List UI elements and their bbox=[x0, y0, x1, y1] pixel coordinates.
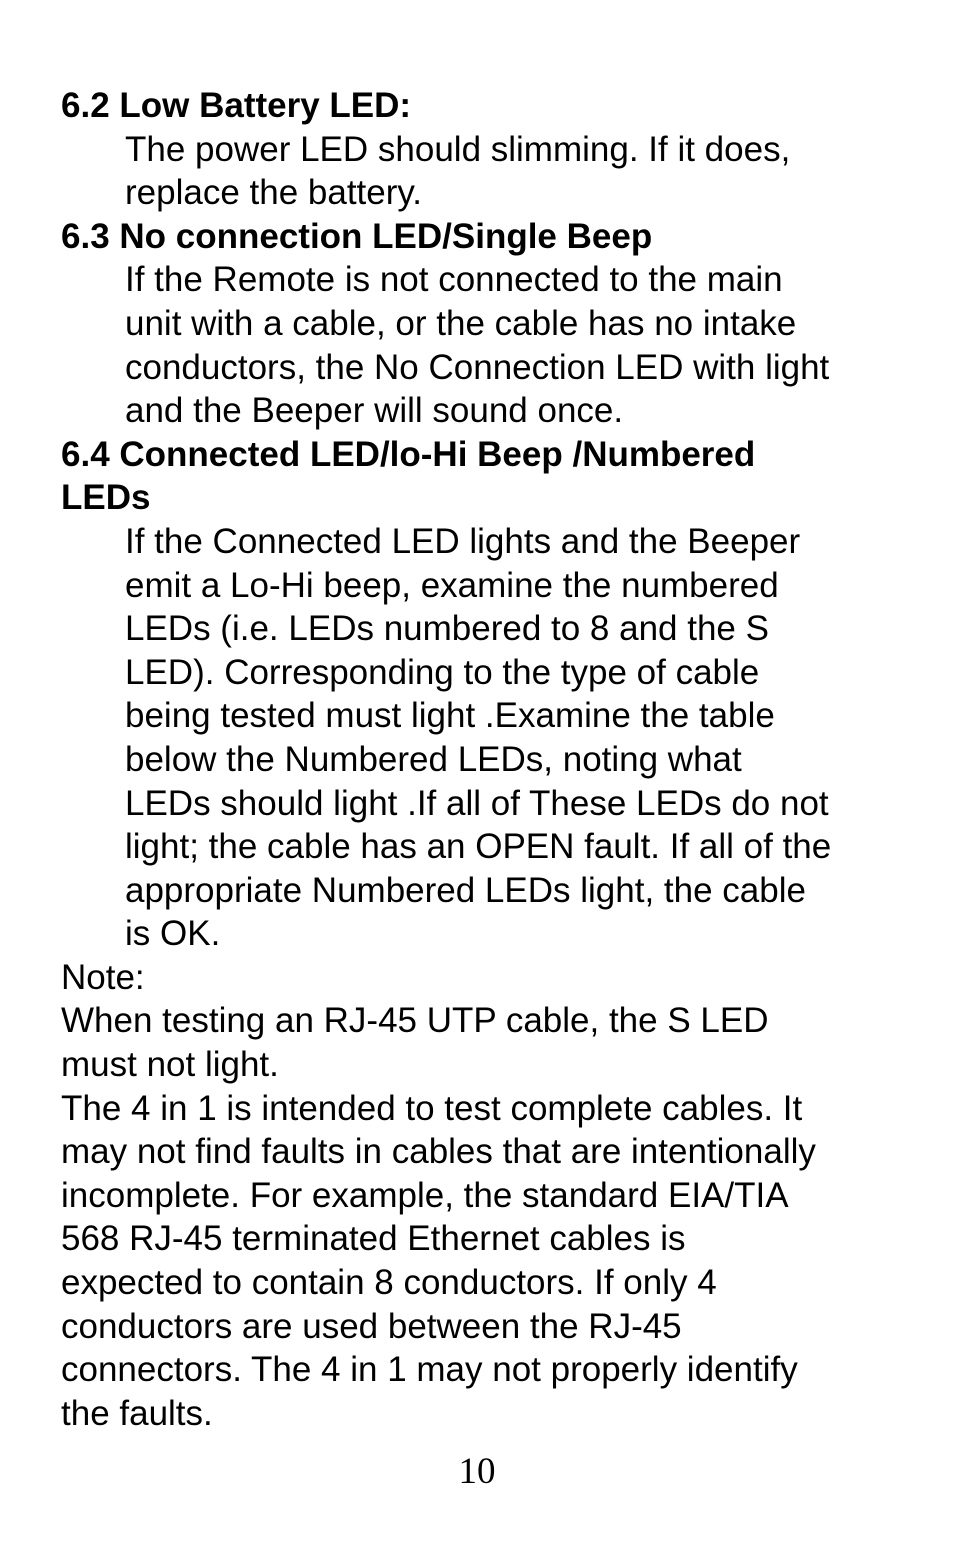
note-line: incomplete. For example, the standard EIA/TIA bbox=[61, 1175, 789, 1215]
section-body bbox=[61, 258, 921, 432]
body-line: below the Numbered LEDs, noting what bbox=[125, 739, 742, 779]
section-6-2 bbox=[61, 84, 921, 215]
body-line: is OK. bbox=[125, 914, 221, 954]
body-line: unit with a cable, or the cable has no intake bbox=[125, 303, 797, 343]
page-number: 10 bbox=[458, 1451, 496, 1492]
note-line: conductors are used between the RJ-45 bbox=[61, 1306, 682, 1346]
note-label bbox=[61, 956, 921, 1000]
note-line: When testing an RJ-45 UTP cable, the S LED bbox=[61, 1001, 769, 1041]
note-line: must not light. bbox=[61, 1045, 279, 1085]
heading-line: 6.4 Connected LED/lo-Hi Beep /Numbered bbox=[61, 434, 756, 474]
heading-line: LEDs bbox=[61, 478, 151, 518]
body-line: light; the cable has an OPEN fault. If all of the bbox=[125, 827, 832, 867]
heading-line: 6.2 Low Battery LED: bbox=[61, 86, 412, 125]
section-body bbox=[61, 520, 921, 956]
section-heading bbox=[61, 84, 921, 128]
body-line: being tested must light .Examine the table bbox=[125, 696, 775, 736]
note-line: 568 RJ-45 terminated Ethernet cables is bbox=[61, 1219, 686, 1259]
body-line: If the Connected LED lights and the Beeper bbox=[125, 521, 801, 561]
note-paragraph-utp bbox=[61, 999, 921, 1086]
note-paragraph-complete-cables bbox=[61, 1087, 921, 1436]
body-line: LEDs (i.e. LEDs numbered to 8 and the S bbox=[125, 609, 769, 649]
body-line: replace the battery. bbox=[125, 173, 423, 213]
manual-page-content bbox=[61, 84, 921, 1435]
body-line: emit a Lo-Hi beep, examine the numbered bbox=[125, 565, 779, 605]
note-line: may not find faults in cables that are intentionally bbox=[61, 1132, 816, 1172]
note-line: the faults. bbox=[61, 1393, 213, 1433]
section-body bbox=[61, 128, 921, 215]
body-line: LEDs should light .If all of These LEDs do not bbox=[125, 783, 829, 823]
section-heading bbox=[61, 215, 921, 259]
section-6-3 bbox=[61, 215, 921, 433]
note-block bbox=[61, 956, 921, 1436]
heading-line: 6.3 No connection LED/Single Beep bbox=[61, 216, 653, 256]
note-label-text: Note: bbox=[61, 957, 145, 997]
note-line: expected to contain 8 conductors. If only 4 bbox=[61, 1263, 717, 1303]
note-line: The 4 in 1 is intended to test complete cables. It bbox=[61, 1088, 803, 1128]
section-6-4 bbox=[61, 433, 921, 956]
note-line: connectors. The 4 in 1 may not properly identify bbox=[61, 1350, 798, 1390]
body-line: If the Remote is not connected to the main bbox=[125, 260, 783, 300]
body-line: The power LED should slimming. If it does, bbox=[125, 129, 791, 169]
section-heading bbox=[61, 433, 921, 520]
body-line: and the Beeper will sound once. bbox=[125, 391, 624, 431]
body-line: appropriate Numbered LEDs light, the cable bbox=[125, 870, 806, 910]
body-line: conductors, the No Connection LED with light bbox=[125, 347, 830, 387]
body-line: LED). Corresponding to the type of cable bbox=[125, 652, 760, 692]
